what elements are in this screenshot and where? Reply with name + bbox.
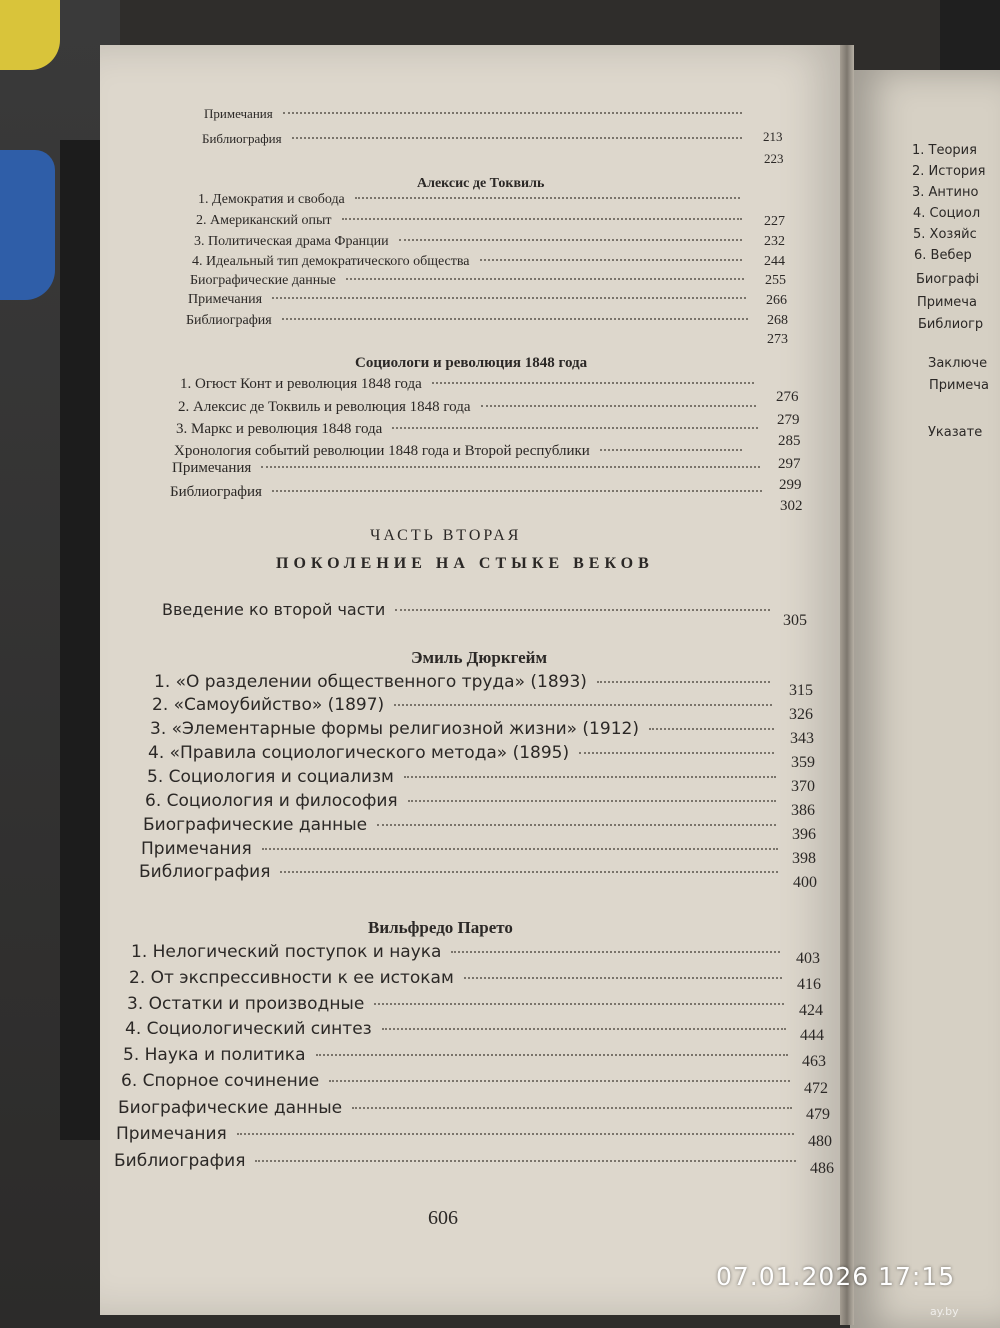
page-number-entry: 416 [797, 976, 821, 993]
entry-title: 2. «Самоубийство» (1897) [152, 695, 385, 715]
pareto-entry [123, 1045, 798, 1065]
tocqueville-title: Алексис де Токвиль [417, 176, 545, 191]
leader-dots [283, 112, 742, 114]
book-gutter [840, 45, 854, 1325]
page-number-entry: 400 [793, 874, 817, 891]
page-number-entry: 463 [802, 1053, 826, 1070]
entry-title: 6. Социология и философия [145, 791, 398, 811]
page-number-entry: 480 [808, 1133, 832, 1150]
entry-title: 6. Спорное сочинение [121, 1071, 320, 1091]
right-page-line: Заключе [928, 356, 988, 371]
entry-title: Биографические данные [190, 273, 336, 288]
leader-dots [451, 951, 780, 953]
leader-dots [392, 427, 758, 429]
page-number-entry: 273 [767, 332, 788, 347]
page-number-entry: 326 [789, 706, 813, 723]
entry-title: 5. Социология и социализм [147, 767, 394, 787]
leader-dots [377, 824, 776, 826]
page-number-entry: 398 [792, 850, 816, 867]
page-number-entry: 268 [767, 313, 788, 328]
page-number-entry: 223 [764, 151, 784, 166]
page-number-entry: 255 [765, 273, 786, 288]
leader-dots [237, 1133, 794, 1135]
right-page-line: Примеча [917, 295, 977, 310]
leader-dots [352, 1107, 792, 1109]
leader-dots [329, 1080, 790, 1082]
right-page-line: 4. Социол [913, 206, 981, 221]
leader-dots [292, 137, 742, 139]
pareto-entry [116, 1124, 804, 1144]
page-number-entry: 305 [783, 612, 807, 629]
leader-dots [316, 1054, 789, 1056]
page-number-entry: 232 [764, 234, 785, 249]
page-number: 606 [428, 1207, 458, 1229]
leader-dots [480, 259, 742, 261]
durkheim-entry [154, 672, 780, 692]
leader-dots [262, 848, 778, 850]
durkheim-entry [148, 743, 784, 763]
leader-dots [272, 490, 762, 492]
leader-dots [346, 278, 744, 280]
revolution-entry [180, 376, 764, 393]
page-number-entry: 486 [810, 1160, 834, 1177]
page-number-entry: 244 [764, 254, 785, 269]
page-number-entry: 444 [800, 1027, 824, 1044]
durkheim-entry [152, 695, 782, 715]
entry-title: 2. От экспрессивности к ее истокам [129, 968, 454, 988]
pareto-entry [129, 968, 792, 988]
leader-dots [255, 1160, 796, 1162]
leader-dots [649, 728, 774, 730]
leader-dots [355, 197, 740, 199]
entry-title: Библиография [170, 484, 262, 500]
blue-object [0, 150, 55, 300]
right-page-line: 6. Вебер [914, 248, 972, 263]
entry-title: Примечания [116, 1124, 227, 1144]
page-number-entry: 370 [791, 778, 815, 795]
right-page-line: Указате [928, 425, 983, 440]
entry-title: 1. «О разделении общественного труда» (1893) [154, 672, 587, 692]
part-title: ПОКОЛЕНИЕ НА СТЫКЕ ВЕКОВ [276, 555, 654, 572]
entry-title: Библиография [202, 131, 282, 146]
durkheim-entry [143, 815, 786, 835]
revolution-entry [178, 399, 766, 416]
page-number-entry: 266 [766, 293, 787, 308]
right-page-line: 2. История [912, 164, 986, 179]
page-number-entry: 424 [799, 1002, 823, 1019]
entry-title: Примечания [172, 460, 252, 476]
durkheim-entry [150, 719, 784, 739]
pareto-title: Вильфредо Парето [368, 918, 513, 937]
page-number-entry: 386 [791, 802, 815, 819]
pareto-entry [131, 942, 790, 962]
watermark: ay.by [930, 1305, 959, 1318]
tocqueville-entry [190, 273, 754, 289]
top-entry [204, 106, 752, 122]
leader-dots [408, 800, 776, 802]
durkheim-entry [145, 791, 786, 811]
tocqueville-entry [188, 292, 756, 308]
right-page-line: Примеча [929, 378, 989, 393]
revolution-entry [174, 443, 752, 460]
revolution-entry [172, 460, 770, 477]
leader-dots [272, 297, 746, 299]
leader-dots [282, 318, 748, 320]
pareto-entry [114, 1151, 806, 1171]
entry-title: 3. Остатки и производные [127, 994, 365, 1014]
durkheim-entry [147, 767, 786, 787]
pareto-entry [125, 1019, 796, 1039]
entry-title: 3. Маркс и революция 1848 года [176, 421, 383, 437]
durkheim-entry [139, 862, 788, 882]
page-number-entry: 302 [780, 498, 803, 514]
tocqueville-entry [194, 234, 752, 250]
entry-title: Библиография [139, 862, 271, 882]
right-page-line: Библиогр [918, 317, 984, 332]
entry-title: 2. Американский опыт [196, 213, 332, 228]
entry-title: 3. «Элементарные формы религиозной жизни» (1912) [150, 719, 639, 739]
entry-title: 1. Огюст Конт и революция 1848 года [180, 376, 422, 392]
entry-title: 4. Идеальный тип демократического общества [192, 254, 470, 269]
right-page-line: 3. Антино [912, 185, 979, 200]
leader-dots [464, 977, 782, 979]
leader-dots [394, 704, 772, 706]
durkheim-title: Эмиль Дюркгейм [411, 648, 548, 667]
entry-title: 4. Социологический синтез [125, 1019, 372, 1039]
entry-title: Примечания [204, 106, 273, 121]
page-number-entry: 343 [790, 730, 814, 747]
entry-title: Библиография [186, 313, 272, 328]
page-number-entry: 299 [779, 477, 802, 493]
page-number-entry: 227 [764, 214, 785, 229]
yellow-object [0, 0, 60, 70]
leader-dots [280, 871, 778, 873]
top-entry [202, 131, 752, 147]
tocqueville-entry [198, 192, 750, 208]
tocqueville-entry [192, 254, 752, 270]
entry-title: 1. Нелогический поступок и наука [131, 942, 442, 962]
leader-dots [481, 405, 756, 407]
page-number-entry: 403 [796, 950, 820, 967]
leader-dots [395, 609, 770, 611]
revolution-title: Социологи и революция 1848 года [355, 355, 588, 371]
page-number-entry: 276 [776, 389, 799, 405]
entry-title: 5. Наука и политика [123, 1045, 306, 1065]
page-number-entry: 285 [778, 433, 801, 449]
right-page-line: 5. Хозяйс [913, 227, 977, 242]
durkheim-entry [141, 839, 788, 859]
page-number-entry: 297 [778, 456, 801, 472]
page-number-entry: 359 [791, 754, 815, 771]
page-number-entry: 213 [763, 129, 783, 144]
leader-dots [579, 752, 774, 754]
right-page-line: 1. Теория [912, 143, 977, 158]
leader-dots [261, 466, 760, 468]
entry-title: Библиография [114, 1151, 246, 1171]
pareto-entry [127, 994, 794, 1014]
intro-entry [162, 600, 780, 619]
leader-dots [342, 218, 743, 220]
entry-title: Введение ко второй части [162, 600, 386, 619]
leader-dots [404, 776, 776, 778]
entry-title: Примечания [141, 839, 252, 859]
entry-title: Хронология событий революции 1848 года и Второй республики [174, 443, 590, 459]
leader-dots [600, 449, 742, 451]
entry-title: 1. Демократия и свобода [198, 192, 345, 207]
part-label: ЧАСТЬ ВТОРАЯ [370, 527, 522, 544]
entry-title: Биографические данные [143, 815, 368, 835]
page-number-entry: 472 [804, 1080, 828, 1097]
leader-dots [399, 239, 742, 241]
tocqueville-entry [186, 313, 758, 329]
page-number-entry: 479 [806, 1106, 830, 1123]
page-number-entry: 279 [777, 412, 800, 428]
leader-dots [382, 1028, 786, 1030]
right-page-line: Биографі [916, 272, 980, 287]
leader-dots [432, 382, 754, 384]
tocqueville-entry [196, 213, 752, 229]
revolution-entry [176, 421, 768, 438]
page-number-entry: 396 [792, 826, 816, 843]
leader-dots [597, 681, 770, 683]
entry-title: 3. Политическая драма Франции [194, 234, 389, 249]
entry-title: 2. Алексис де Токвиль и революция 1848 года [178, 399, 471, 415]
page-number-entry: 315 [789, 682, 813, 699]
datetime-stamp: 07.01.2026 17:15 [716, 1262, 956, 1291]
pareto-entry [121, 1071, 800, 1091]
dark-corner [940, 0, 1000, 75]
revolution-entry [170, 484, 772, 501]
entry-title: Примечания [188, 292, 263, 307]
leader-dots [374, 1003, 784, 1005]
entry-title: 4. «Правила социологического метода» (1895) [148, 743, 570, 763]
entry-title: Биографические данные [118, 1098, 343, 1118]
pareto-entry [118, 1098, 802, 1118]
